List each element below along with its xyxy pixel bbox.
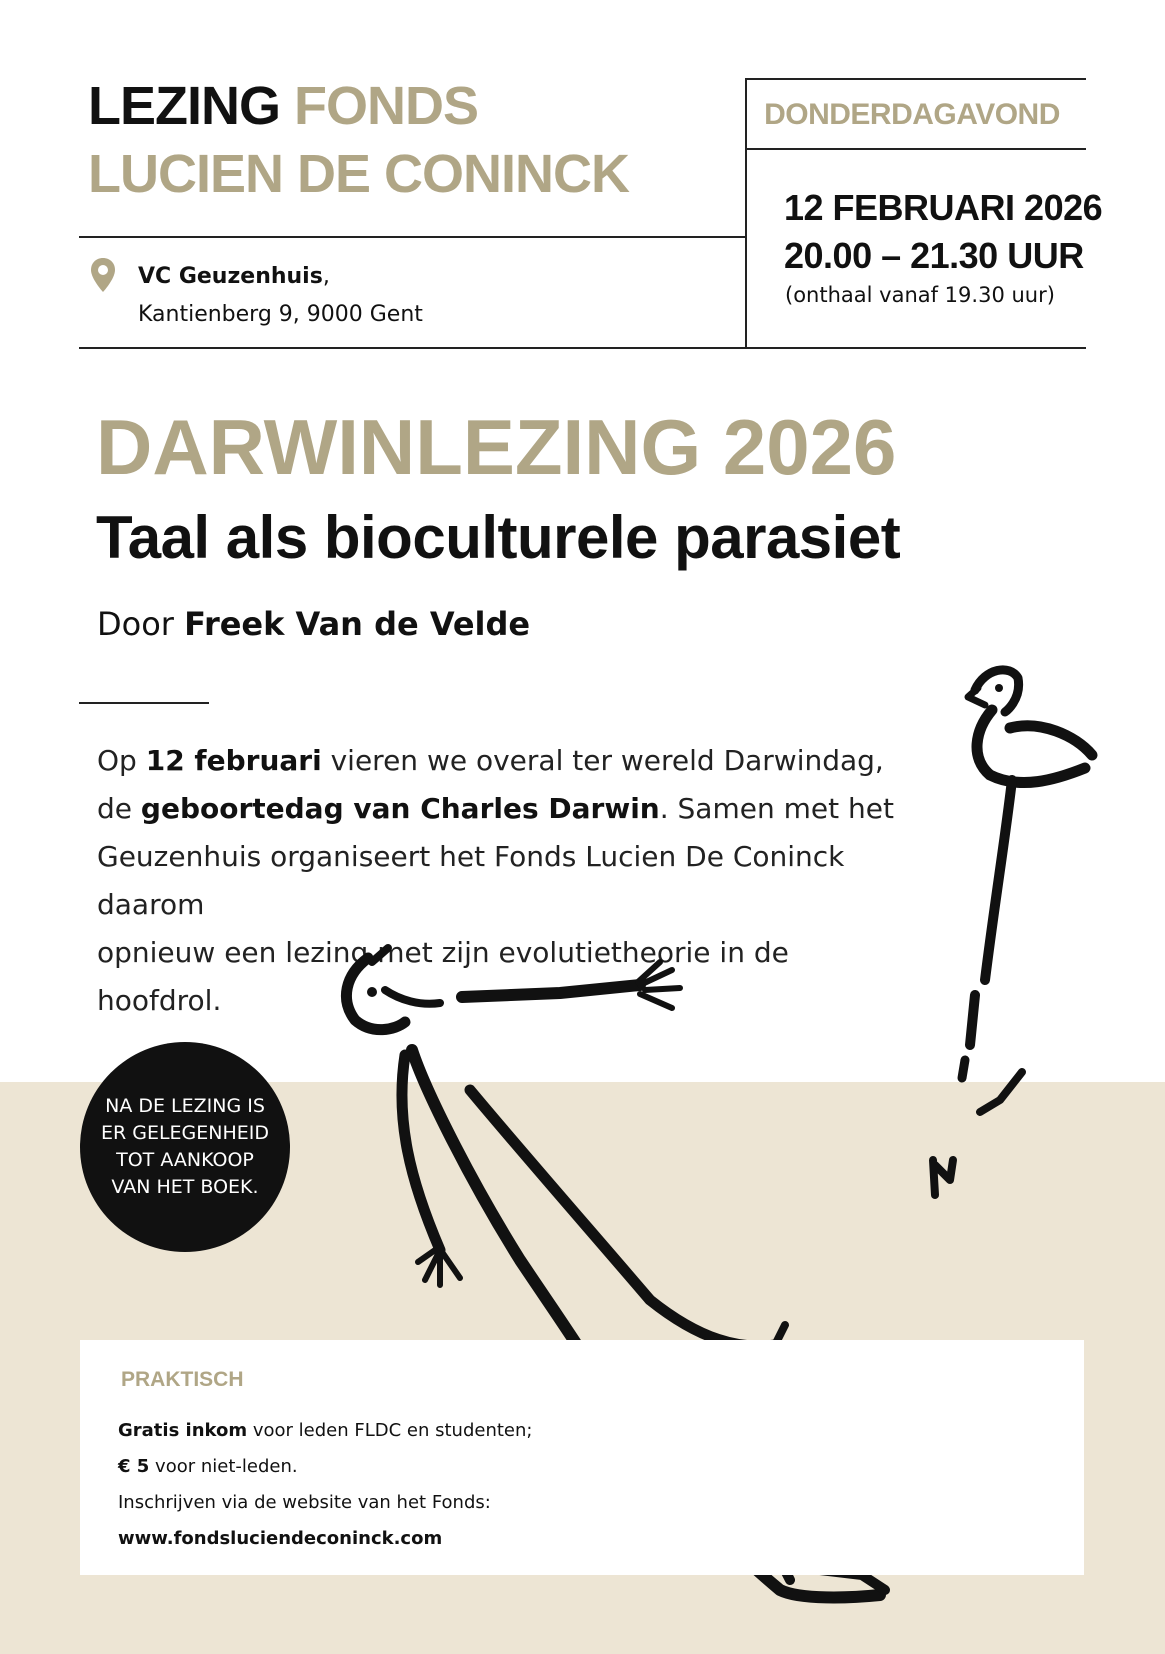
intro-paragraph xyxy=(97,737,917,1025)
intro-text: Geuzenhuis organiseert het Fonds Lucien De Coninck daarom xyxy=(97,840,845,921)
intro-text: de xyxy=(97,792,141,825)
website-url[interactable]: www.fondsluciendeconinck.com xyxy=(118,1528,443,1549)
intro-text: Op xyxy=(97,744,146,777)
badge-line: VAN HET BOEK. xyxy=(111,1176,259,1198)
brand-word-fonds: FONDS xyxy=(294,76,479,136)
header-rule-bottom xyxy=(79,347,1086,349)
intro-bold-date: 12 februari xyxy=(145,744,322,777)
event-time: 20.00 – 21.30 UUR xyxy=(784,235,1084,276)
badge-line: NA DE LEZING IS xyxy=(105,1095,265,1117)
website-link[interactable] xyxy=(118,1528,442,1549)
event-datetime xyxy=(784,184,1102,280)
event-subtitle: Taal als bioculturele parasiet xyxy=(96,504,901,571)
practical-info-box xyxy=(80,1340,1084,1575)
header-rule-left xyxy=(79,236,747,238)
venue-comma: , xyxy=(322,264,330,289)
brand-word-lezing: LEZING xyxy=(88,76,280,136)
badge-line: ER GELEGENHEID xyxy=(100,1122,270,1144)
brand-logo xyxy=(88,72,629,208)
byline-prefix: Door xyxy=(97,605,174,643)
short-divider xyxy=(79,702,209,704)
brand-line-name: LUCIEN DE CONINCK xyxy=(88,144,630,204)
practical-heading: PRAKTISCH xyxy=(121,1368,244,1391)
event-title: DARWINLEZING 2026 xyxy=(96,403,897,491)
intro-text: . Samen met het xyxy=(659,792,894,825)
intro-text: vieren we overal ter wereld Darwindag, xyxy=(321,744,884,777)
header-rule-top-right xyxy=(745,78,1086,80)
price-text: voor niet-leden. xyxy=(149,1456,298,1477)
price-bold: € 5 xyxy=(118,1456,150,1477)
speaker-name: Freek Van de Velde xyxy=(184,605,531,643)
free-entry-text: voor leden FLDC en studenten; xyxy=(247,1420,533,1441)
practical-price xyxy=(118,1456,298,1477)
venue-name: VC Geuzenhuis xyxy=(138,264,323,289)
book-sale-badge xyxy=(80,1042,290,1252)
intro-bold-birthday: geboortedag van Charles Darwin xyxy=(140,792,660,825)
speaker-byline xyxy=(97,605,530,643)
header-rule-mid-right xyxy=(745,148,1086,150)
reception-note: (onthaal vanaf 19.30 uur) xyxy=(785,283,1055,307)
event-date: 12 FEBRUARI 2026 xyxy=(784,187,1103,228)
venue-block xyxy=(138,258,423,334)
free-entry-bold: Gratis inkom xyxy=(118,1420,248,1441)
practical-register-note: Inschrijven via de website van het Fonds: xyxy=(118,1492,491,1513)
location-pin-icon xyxy=(90,257,116,293)
practical-free-entry xyxy=(118,1420,532,1441)
badge-line: TOT AANKOOP xyxy=(116,1149,254,1171)
event-day: DONDERDAGAVOND xyxy=(764,98,1060,131)
venue-address: Kantienberg 9, 9000 Gent xyxy=(138,302,423,327)
intro-text: opnieuw een lezing met zijn evolutietheorie in de hoofdrol. xyxy=(97,936,789,1017)
